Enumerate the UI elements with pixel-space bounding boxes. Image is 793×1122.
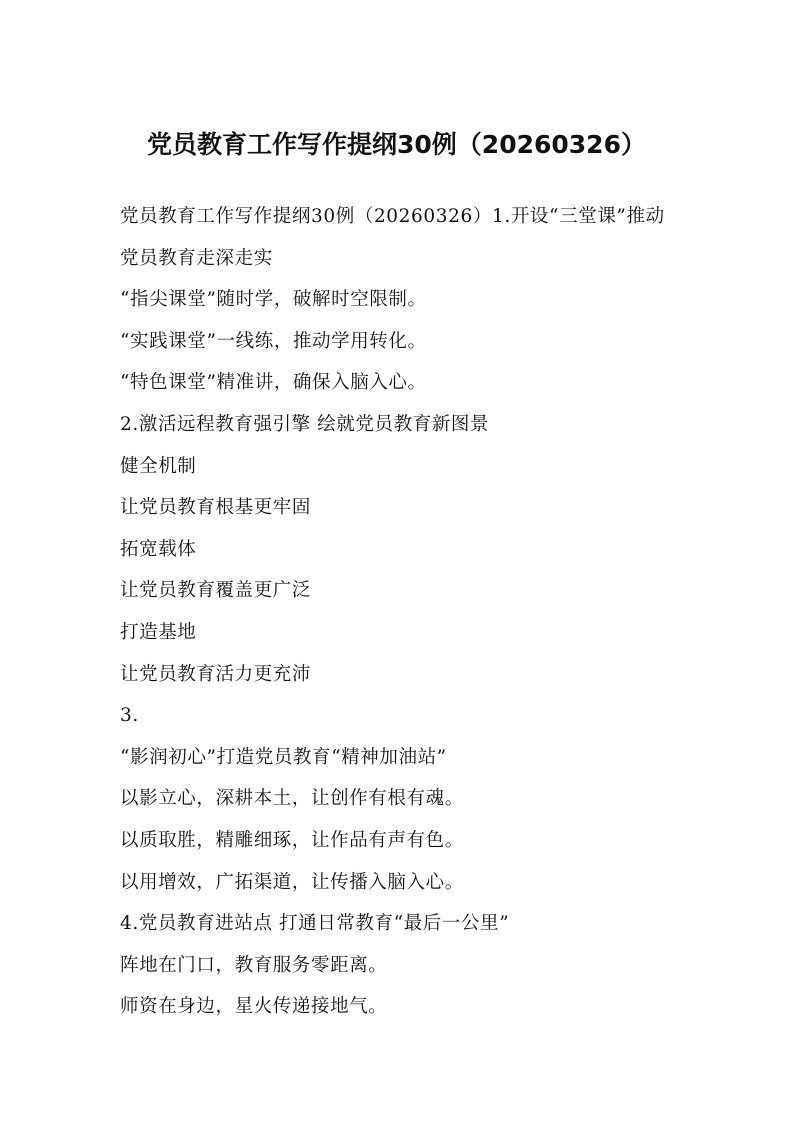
paragraph-11: 让党员教育活力更充沛	[120, 663, 312, 685]
paragraph-2: “指尖课堂”随时学，破解时空限制。	[120, 289, 427, 311]
paragraph-14: 以影立心，深耕本土，让创作有根有魂。	[120, 788, 464, 810]
paragraph-13: “影润初心”打造党员教育“精神加油站”	[120, 746, 447, 768]
paragraph-15: 以质取胜，精雕细琢，让作品有声有色。	[120, 829, 464, 851]
paragraph-17: 4.党员教育进站点 打通日常教育“最后一公里”	[120, 913, 510, 935]
paragraph-8: 拓宽载体	[120, 538, 197, 560]
paragraph-18: 阵地在门口，教育服务零距离。	[120, 954, 388, 976]
paragraph-3: “实践课堂”一线练，推动学用转化。	[120, 330, 427, 352]
paragraph-12: 3.	[120, 705, 139, 727]
paragraph-9: 让党员教育覆盖更广泛	[120, 580, 312, 602]
paragraph-7: 让党员教育根基更牢固	[120, 497, 312, 519]
paragraph-16: 以用增效，广拓渠道，让传播入脑入心。	[120, 871, 464, 893]
paragraph-19: 师资在身边，星火传递接地气。	[120, 996, 388, 1018]
document-title: 党员教育工作写作提纲30例（20260326）	[147, 130, 646, 159]
paragraph-4: “特色课堂”精准讲，确保入脑入心。	[120, 372, 427, 394]
document-body	[120, 196, 680, 1028]
paragraph-1: 党员教育工作写作提纲30例（20260326）1.开设“三堂课”推动党员教育走深走实	[120, 206, 665, 269]
paragraph-6: 健全机制	[120, 455, 197, 477]
paragraph-5: 2.激活远程教育强引擎 绘就党员教育新图景	[120, 413, 490, 435]
paragraph-10: 打造基地	[120, 621, 197, 643]
